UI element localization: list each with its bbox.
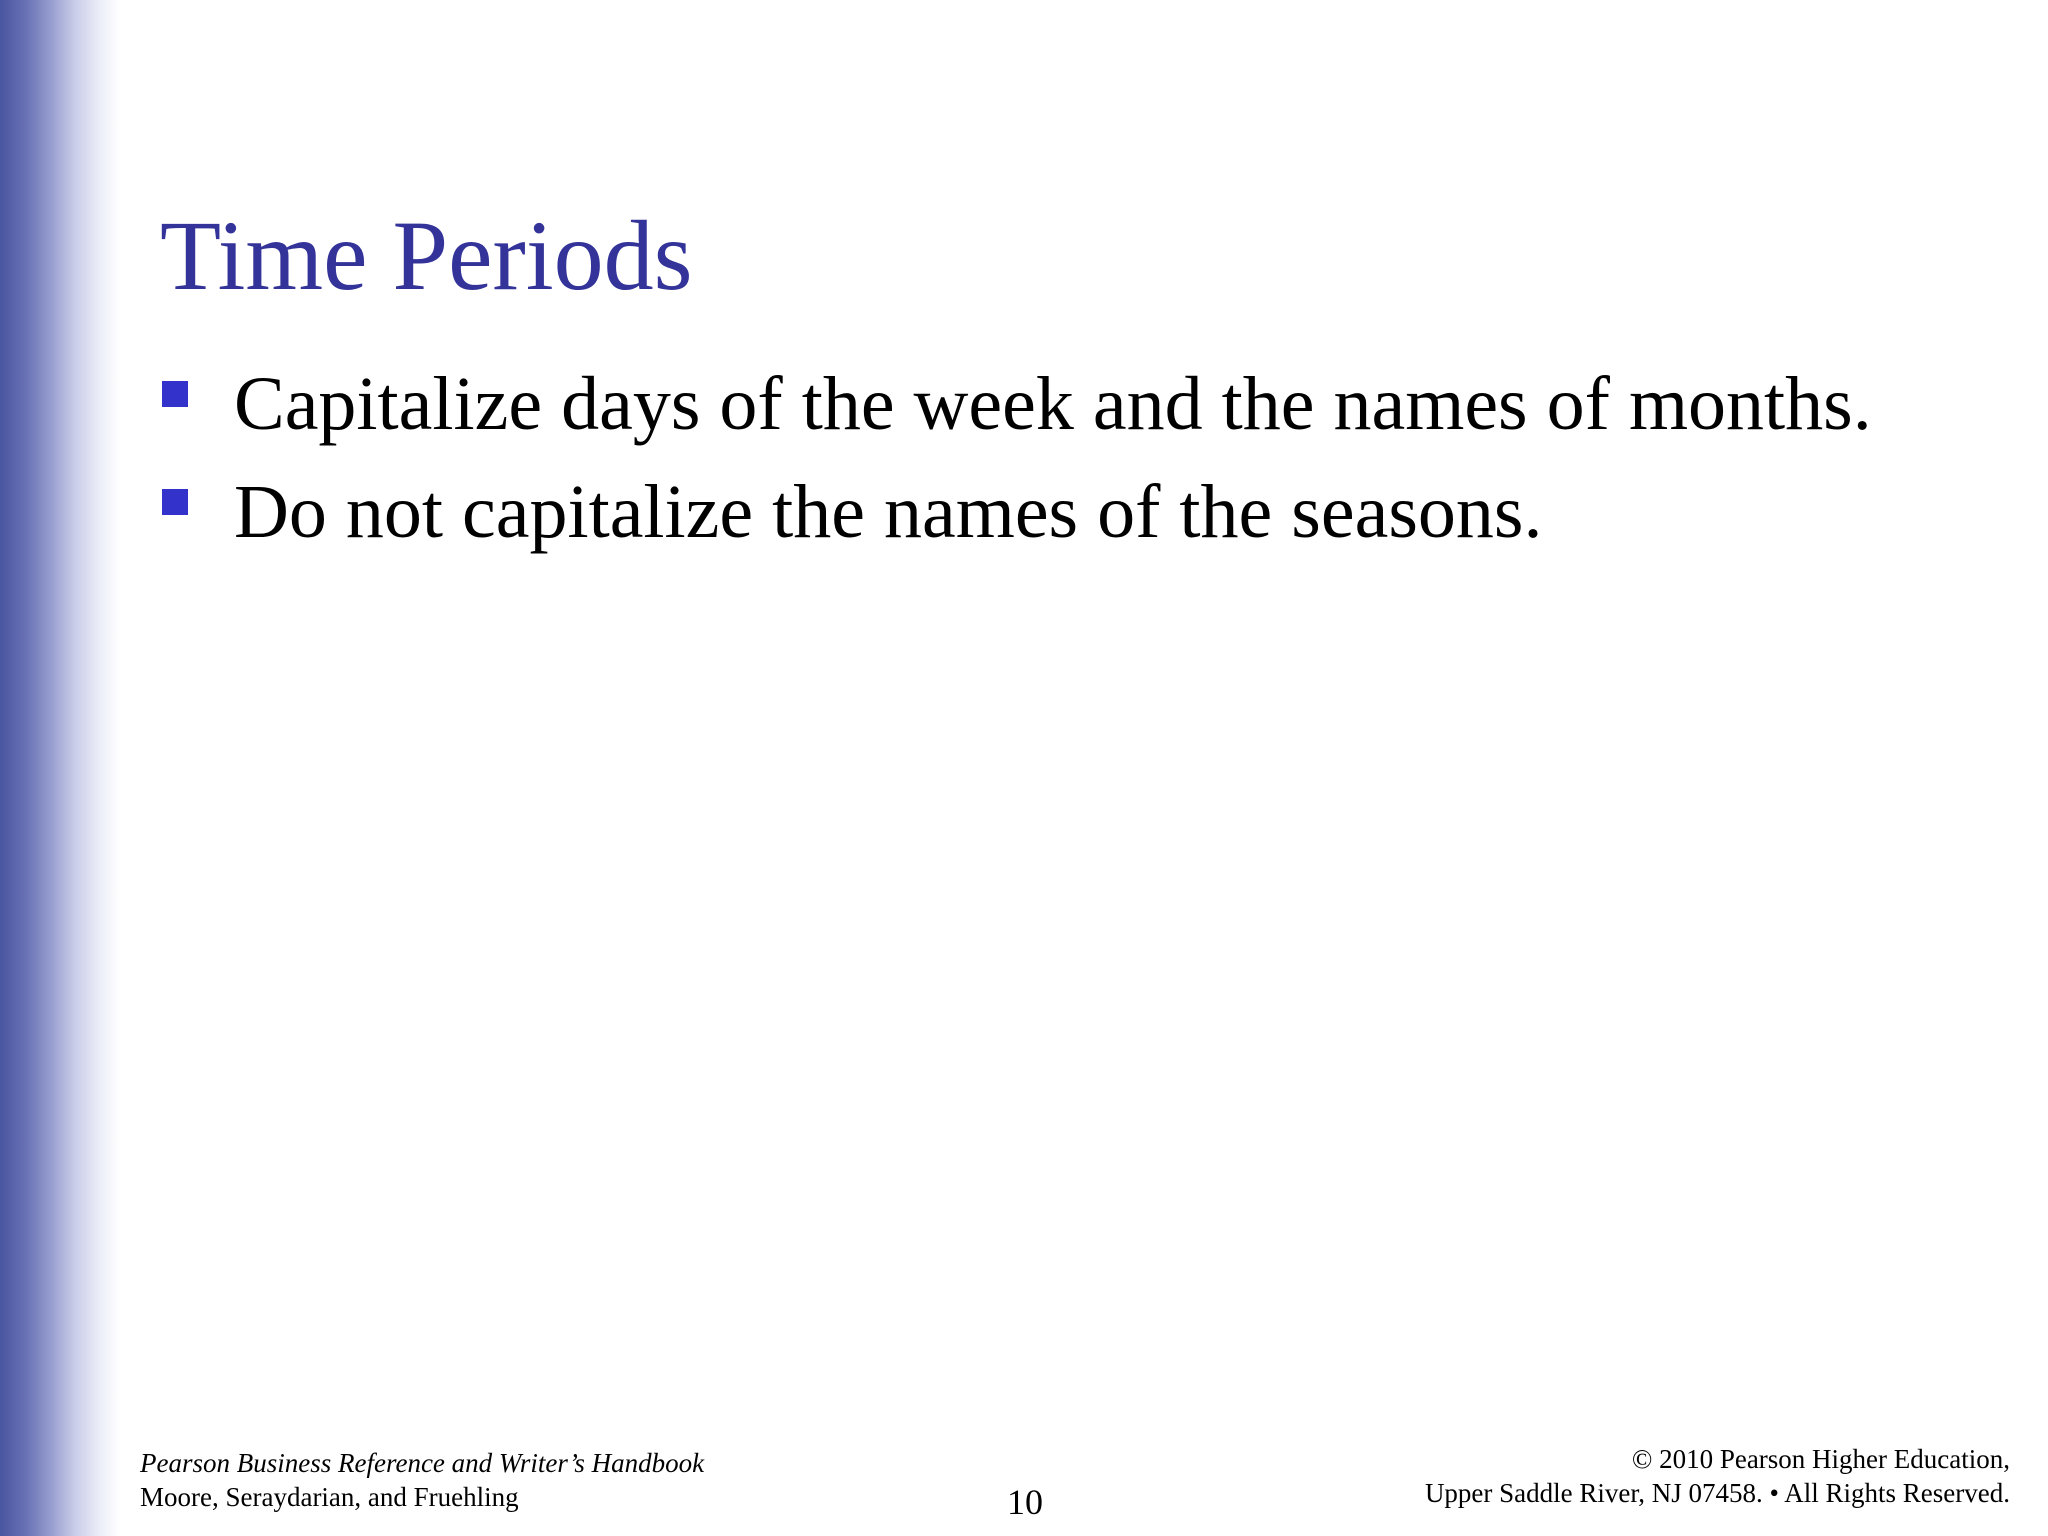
slide-title: Time Periods (160, 200, 693, 311)
bullet-text: Do not capitalize the names of the seasons. (234, 470, 1543, 554)
copyright-line-1: © 2010 Pearson Higher Education, (1631, 1444, 2010, 1474)
bullet-item (160, 458, 1872, 566)
bullet-list (160, 350, 1872, 566)
side-gradient-band (0, 0, 120, 1536)
square-bullet-icon (162, 489, 188, 515)
copyright-line-2: Upper Saddle River, NJ 07458. • All Rights Reserved. (1424, 1478, 2010, 1508)
bullet-text: Capitalize days of the week and the names of months. (234, 362, 1872, 446)
square-bullet-icon (162, 381, 188, 407)
footer-book-title: Pearson Business Reference and Writer’s Handbook (140, 1448, 705, 1478)
footer-book-info (140, 1446, 704, 1514)
footer-authors: Moore, Seraydarian, and Fruehling (140, 1482, 519, 1512)
page-number: 10 (1007, 1482, 1043, 1522)
bullet-item (160, 350, 1872, 458)
footer-copyright (1425, 1442, 2010, 1510)
